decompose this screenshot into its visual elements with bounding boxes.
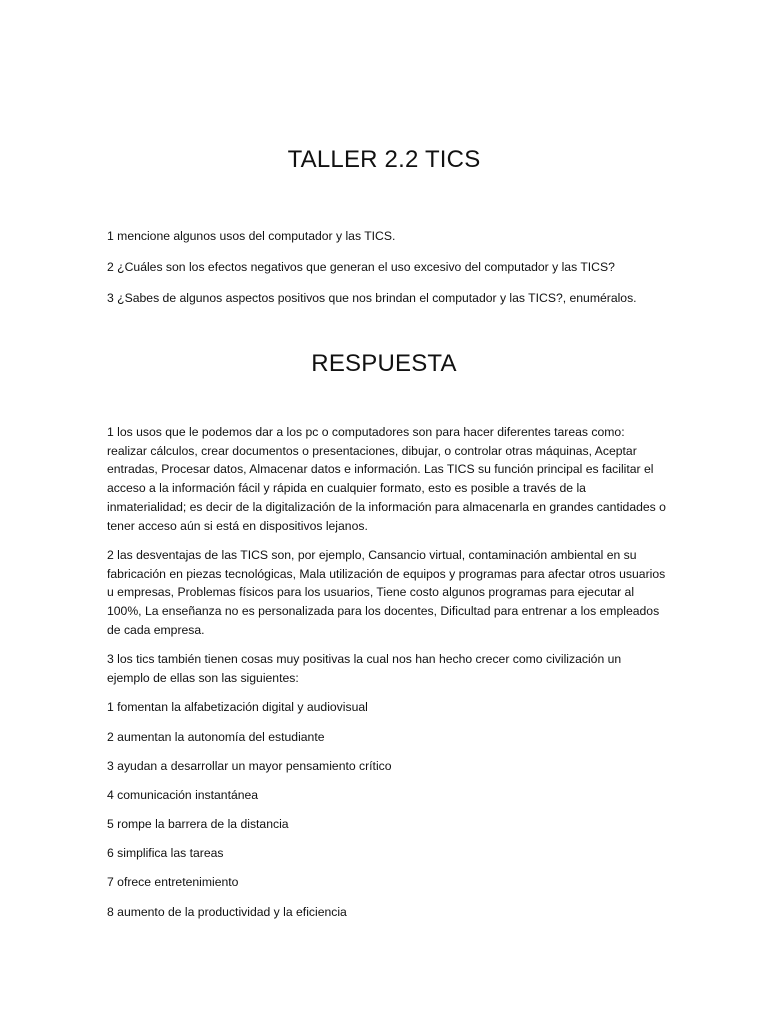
answer-1: 1 los usos que le podemos dar a los pc o computadores son para hacer diferentes tareas como: realizar cálculos, crear documentos o presentaciones, dibujar, o controlar otras máquinas, Aceptar entradas, Procesar datos, Almacenar datos e información. Las TICS su función principal es facilitar el acceso a la información fácil y rápida en cualquier formato, esto es posible a través de la inmaterialidad; es decir de la digitalización de la información para almacenarla en grandes cantidades o tener acceso aún si está en dispositivos lejanos. — [107, 425, 666, 533]
positive-item-4: 4 comunicación instantánea — [107, 788, 259, 802]
positive-item-6: 6 simplifica las tareas — [107, 846, 224, 860]
positive-item-8: 8 aumento de la productividad y la eficiencia — [107, 905, 347, 919]
positive-item-1: 1 fomentan la alfabetización digital y audiovisual — [107, 700, 368, 714]
question-3: 3 ¿Sabes de algunos aspectos positivos que nos brindan el computador y las TICS?, enuméralos. — [107, 291, 637, 305]
question-1: 1 mencione algunos usos del computador y las TICS. — [107, 229, 396, 243]
question-2: 2 ¿Cuáles son los efectos negativos que generan el uso excesivo del computador y las TICS? — [107, 260, 615, 274]
answers-title: RESPUESTA — [311, 350, 457, 377]
page-title: TALLER 2.2 TICS — [287, 146, 481, 173]
answer-2: 2 las desventajas de las TICS son, por ejemplo, Cansancio virtual, contaminación ambiental en su fabricación en piezas tecnológicas, Mala utilización de equipos y programas para afectar otros usuarios u empresas, Problemas físicos para los usuarios, Tiene costo algunos programas para ejecutar al 100%, La enseñanza no es personalizada para los docentes, Dificultad para entrenar a los empleados de cada empresa. — [107, 548, 666, 637]
positive-item-3: 3 ayudan a desarrollar un mayor pensamiento crítico — [107, 759, 392, 773]
positive-item-5: 5 rompe la barrera de la distancia — [107, 817, 289, 831]
positive-item-7: 7 ofrece entretenimiento — [107, 875, 239, 889]
answer-3: 3 los tics también tienen cosas muy positivas la cual nos han hecho crecer como civilización un ejemplo de ellas son las siguientes: — [107, 652, 622, 685]
positive-item-2: 2 aumentan la autonomía del estudiante — [107, 730, 325, 744]
